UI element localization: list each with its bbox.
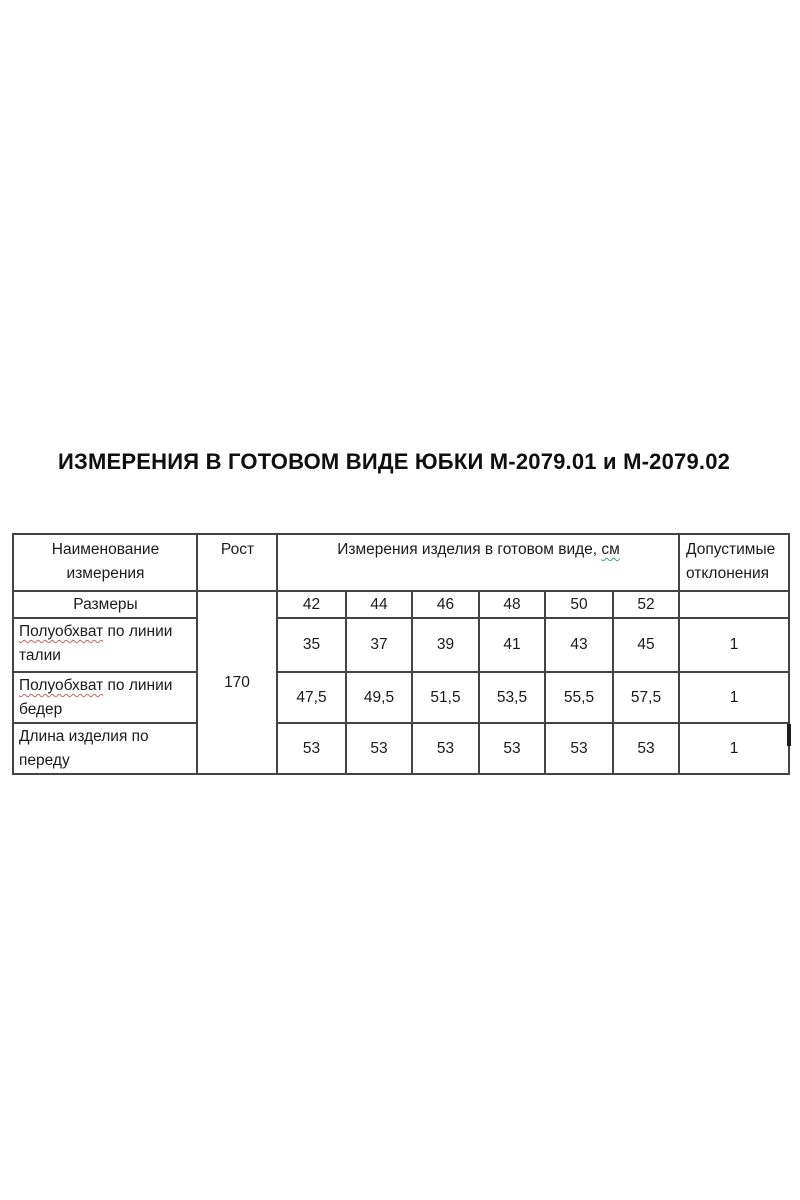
sizes-row-tolerance-cell [679,591,789,618]
table-row-waist [13,618,789,672]
cursor-mark [787,724,791,746]
size-42: 42 [277,591,346,618]
front-length-value-48: 53 [479,723,545,774]
front-length-tolerance: 1 [679,723,789,774]
front-length-value-42: 53 [277,723,346,774]
size-46: 46 [412,591,479,618]
sizes-row-label: Размеры [13,591,197,618]
header-tolerance: Допустимые отклонения [679,534,789,591]
row-label-front-length-rest: Длина изделия по переду [19,728,149,770]
header-height: Рост [197,534,277,591]
row-label-hips-rest: по линии бедер [19,677,173,719]
sizes-row [13,591,789,618]
front-length-value-50: 53 [545,723,613,774]
header-measurements-text: Измерения изделия в готовом виде, [337,541,602,558]
size-50: 50 [545,591,613,618]
waist-value-52: 45 [613,618,679,672]
hips-value-50: 55,5 [545,672,613,723]
row-label-front-length [13,723,197,774]
page-title: ИЗМЕРЕНИЯ В ГОТОВОМ ВИДЕ ЮБКИ М-2079.01 и М-2079.02 [58,449,731,474]
waist-value-48: 41 [479,618,545,672]
waist-value-44: 37 [346,618,412,672]
waist-value-42: 35 [277,618,346,672]
waist-value-50: 43 [545,618,613,672]
hips-value-52: 57,5 [613,672,679,723]
header-measurements [277,534,679,591]
waist-tolerance: 1 [679,618,789,672]
hips-value-48: 53,5 [479,672,545,723]
table-row-front-length [13,723,789,774]
front-length-value-52: 53 [613,723,679,774]
row-label-hips [13,672,197,723]
row-label-waist-rest: по линии талии [19,623,173,665]
row-label-waist-flagged: Полуобхват [19,623,104,641]
front-length-value-44: 53 [346,723,412,774]
size-48: 48 [479,591,545,618]
hips-tolerance: 1 [679,672,789,723]
row-label-hips-flagged: Полуобхват [19,677,104,695]
measurements-table [12,533,790,775]
front-length-value-46: 53 [412,723,479,774]
hips-value-46: 51,5 [412,672,479,723]
height-value-cell: 170 [197,591,277,774]
table-row-hips [13,672,789,723]
hips-value-44: 49,5 [346,672,412,723]
row-label-waist [13,618,197,672]
hips-value-42: 47,5 [277,672,346,723]
size-44: 44 [346,591,412,618]
header-measure-name: Наименование измерения [13,534,197,591]
header-row [13,534,789,591]
waist-value-46: 39 [412,618,479,672]
header-unit-cm: см [601,541,620,558]
size-52: 52 [613,591,679,618]
